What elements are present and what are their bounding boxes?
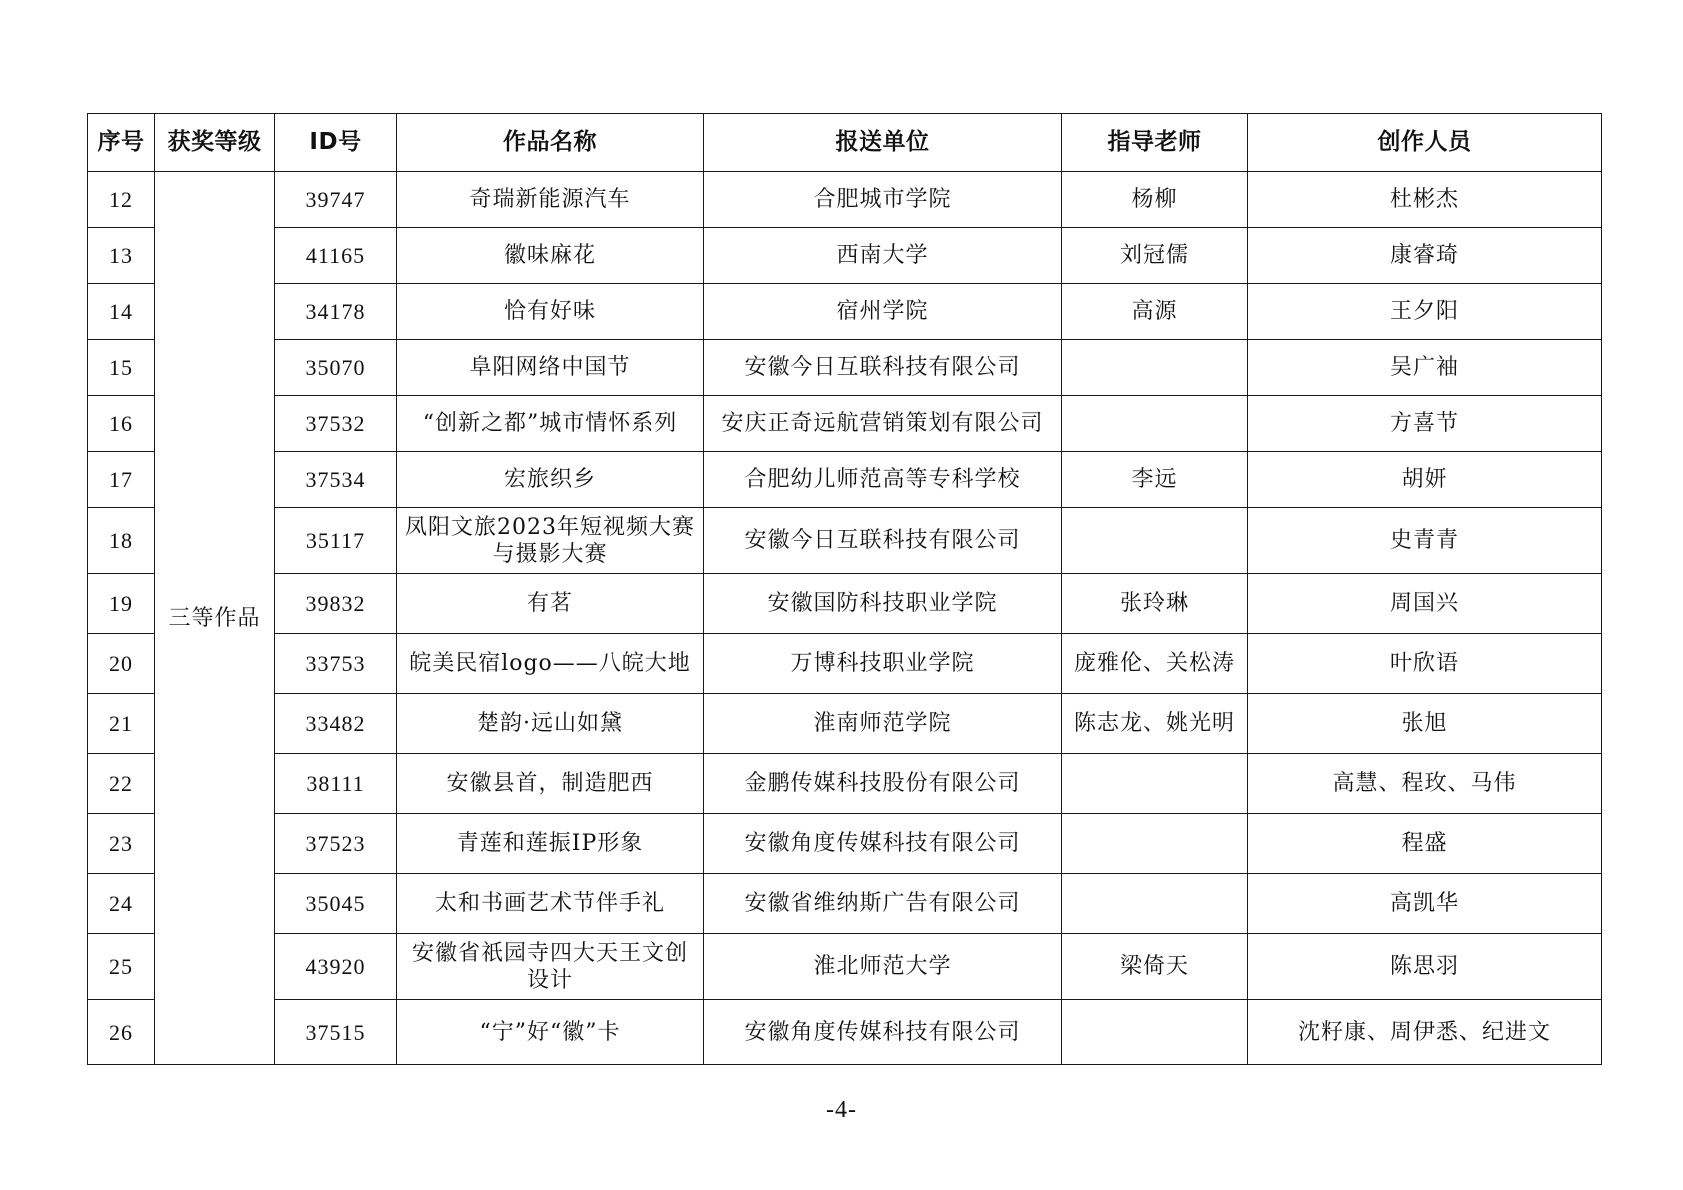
cell-id: 35070 (275, 340, 397, 396)
cell-creators: 程盛 (1248, 814, 1602, 874)
awards-table (87, 113, 1602, 1065)
table-row (88, 1000, 1602, 1065)
cell-creators: 沈籽康、周伊悉、纪进文 (1248, 1000, 1602, 1065)
cell-work-title: 太和书画艺术节伴手礼 (397, 874, 704, 934)
cell-serial: 21 (88, 694, 155, 754)
cell-work-title: 安徽省祇园寺四大天王文创设计 (397, 934, 704, 1000)
cell-id: 37523 (275, 814, 397, 874)
cell-creators: 周国兴 (1248, 574, 1602, 634)
cell-id: 37534 (275, 452, 397, 508)
table-row (88, 228, 1602, 284)
cell-advisor: 高源 (1062, 284, 1248, 340)
table-row (88, 508, 1602, 574)
header-work-title: 作品名称 (397, 114, 704, 172)
header-advisor: 指导老师 (1062, 114, 1248, 172)
table-row (88, 452, 1602, 508)
cell-submitting-unit: 西南大学 (704, 228, 1062, 284)
cell-work-title: 安徽县首，制造肥西 (397, 754, 704, 814)
cell-advisor (1062, 396, 1248, 452)
cell-work-title: 有茗 (397, 574, 704, 634)
cell-submitting-unit: 万博科技职业学院 (704, 634, 1062, 694)
table-row (88, 284, 1602, 340)
header-serial: 序号 (88, 114, 155, 172)
table-header-row (88, 114, 1602, 172)
table-row (88, 874, 1602, 934)
cell-advisor: 张玲琳 (1062, 574, 1248, 634)
cell-work-title: 皖美民宿logo——八皖大地 (397, 634, 704, 694)
cell-advisor (1062, 1000, 1248, 1065)
cell-serial: 19 (88, 574, 155, 634)
cell-id: 34178 (275, 284, 397, 340)
cell-creators: 胡妍 (1248, 452, 1602, 508)
cell-serial: 12 (88, 172, 155, 228)
cell-creators: 叶欣语 (1248, 634, 1602, 694)
cell-creators: 张旭 (1248, 694, 1602, 754)
cell-creators: 高凯华 (1248, 874, 1602, 934)
cell-serial: 18 (88, 508, 155, 574)
cell-serial: 17 (88, 452, 155, 508)
cell-creators: 吴广袖 (1248, 340, 1602, 396)
cell-creators: 杜彬杰 (1248, 172, 1602, 228)
cell-submitting-unit: 安徽省维纳斯广告有限公司 (704, 874, 1062, 934)
cell-id: 35117 (275, 508, 397, 574)
cell-serial: 16 (88, 396, 155, 452)
cell-advisor: 杨柳 (1062, 172, 1248, 228)
cell-submitting-unit: 淮北师范大学 (704, 934, 1062, 1000)
table-row (88, 814, 1602, 874)
cell-submitting-unit: 安庆正奇远航营销策划有限公司 (704, 396, 1062, 452)
cell-serial: 15 (88, 340, 155, 396)
cell-submitting-unit: 安徽角度传媒科技有限公司 (704, 1000, 1062, 1065)
cell-work-title: 楚韵·远山如黛 (397, 694, 704, 754)
cell-id: 37532 (275, 396, 397, 452)
cell-work-title: 恰有好味 (397, 284, 704, 340)
cell-creators: 陈思羽 (1248, 934, 1602, 1000)
cell-work-title: “创新之都”城市情怀系列 (397, 396, 704, 452)
page-number: -4- (826, 1097, 857, 1123)
cell-submitting-unit: 合肥幼儿师范高等专科学校 (704, 452, 1062, 508)
cell-submitting-unit: 安徽国防科技职业学院 (704, 574, 1062, 634)
cell-advisor (1062, 814, 1248, 874)
cell-submitting-unit: 淮南师范学院 (704, 694, 1062, 754)
header-id: ID号 (275, 114, 397, 172)
cell-id: 35045 (275, 874, 397, 934)
cell-id: 43920 (275, 934, 397, 1000)
table-row (88, 172, 1602, 228)
cell-submitting-unit: 宿州学院 (704, 284, 1062, 340)
cell-submitting-unit: 安徽今日互联科技有限公司 (704, 340, 1062, 396)
cell-work-title: 青莲和莲振IP形象 (397, 814, 704, 874)
header-award-level: 获奖等级 (155, 114, 275, 172)
cell-advisor (1062, 508, 1248, 574)
cell-id: 41165 (275, 228, 397, 284)
cell-submitting-unit: 安徽今日互联科技有限公司 (704, 508, 1062, 574)
cell-creators: 高慧、程玫、马伟 (1248, 754, 1602, 814)
table-row (88, 694, 1602, 754)
cell-creators: 史青青 (1248, 508, 1602, 574)
cell-advisor: 李远 (1062, 452, 1248, 508)
cell-serial: 22 (88, 754, 155, 814)
cell-advisor (1062, 874, 1248, 934)
cell-work-title: 奇瑞新能源汽车 (397, 172, 704, 228)
table-row (88, 574, 1602, 634)
cell-advisor: 刘冠儒 (1062, 228, 1248, 284)
cell-submitting-unit: 安徽角度传媒科技有限公司 (704, 814, 1062, 874)
cell-serial: 25 (88, 934, 155, 1000)
cell-submitting-unit: 金鹏传媒科技股份有限公司 (704, 754, 1062, 814)
cell-serial: 20 (88, 634, 155, 694)
cell-id: 39832 (275, 574, 397, 634)
cell-submitting-unit: 合肥城市学院 (704, 172, 1062, 228)
cell-advisor (1062, 754, 1248, 814)
cell-work-title: 凤阳文旅2023年短视频大赛与摄影大赛 (397, 508, 704, 574)
header-creators: 创作人员 (1248, 114, 1602, 172)
cell-id: 38111 (275, 754, 397, 814)
table-row (88, 634, 1602, 694)
cell-id: 33753 (275, 634, 397, 694)
cell-id: 33482 (275, 694, 397, 754)
cell-advisor: 陈志龙、姚光明 (1062, 694, 1248, 754)
table-row (88, 754, 1602, 814)
cell-advisor (1062, 340, 1248, 396)
cell-serial: 14 (88, 284, 155, 340)
cell-serial: 26 (88, 1000, 155, 1065)
table-row (88, 934, 1602, 1000)
cell-work-title: 徽味麻花 (397, 228, 704, 284)
cell-id: 39747 (275, 172, 397, 228)
cell-work-title: 宏旅织乡 (397, 452, 704, 508)
cell-id: 37515 (275, 1000, 397, 1065)
table-row (88, 340, 1602, 396)
cell-creators: 康睿琦 (1248, 228, 1602, 284)
cell-work-title: “宁”好“徽”卡 (397, 1000, 704, 1065)
cell-creators: 方喜节 (1248, 396, 1602, 452)
cell-award-level: 三等作品 (155, 172, 275, 1065)
cell-serial: 13 (88, 228, 155, 284)
cell-work-title: 阜阳网络中国节 (397, 340, 704, 396)
cell-advisor: 梁倚天 (1062, 934, 1248, 1000)
table-row (88, 396, 1602, 452)
cell-advisor: 庞雅伦、关松涛 (1062, 634, 1248, 694)
cell-serial: 23 (88, 814, 155, 874)
cell-creators: 王夕阳 (1248, 284, 1602, 340)
header-submitting-unit: 报送单位 (704, 114, 1062, 172)
cell-serial: 24 (88, 874, 155, 934)
